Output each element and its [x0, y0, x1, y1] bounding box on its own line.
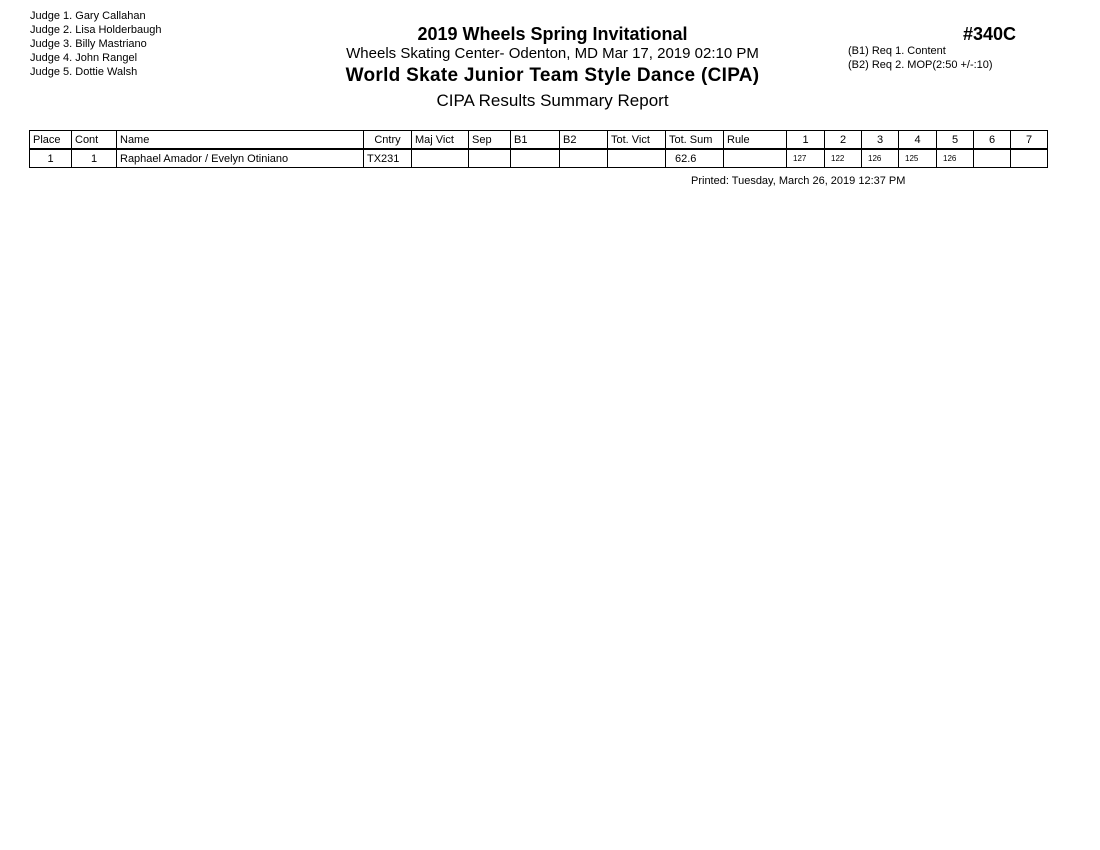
table-cell: 125: [899, 149, 937, 168]
table-cell: 126: [862, 149, 899, 168]
report-title: CIPA Results Summary Report: [436, 91, 669, 110]
column-header: Rule: [724, 131, 787, 150]
column-header: B2: [560, 131, 608, 150]
table-cell: [974, 149, 1011, 168]
judge-5: Judge 5. Dottie Walsh: [30, 66, 138, 78]
table-cell: [412, 149, 469, 168]
event-title: World Skate Junior Team Style Dance (CIPA): [345, 65, 760, 86]
table-cell: [608, 149, 666, 168]
column-header: 3: [862, 131, 899, 150]
column-header: 1: [787, 131, 825, 150]
table-cell: 1: [30, 149, 72, 168]
judge-2: Judge 2. Lisa Holderbaugh: [30, 24, 162, 36]
column-header: Sep: [469, 131, 511, 150]
header-row: [30, 131, 1048, 150]
event-number: #340C: [963, 24, 1017, 44]
venue-date: Wheels Skating Center- Odenton, MD Mar 17, 2019 02:10 PM: [346, 45, 759, 62]
column-header: Cont: [72, 131, 117, 150]
column-header: 2: [825, 131, 862, 150]
results-table: [29, 130, 1048, 168]
table-cell: [511, 149, 560, 168]
requirements: [848, 44, 993, 72]
table-cell: [560, 149, 608, 168]
table-cell: 127: [787, 149, 825, 168]
column-header: Name: [117, 131, 364, 150]
table-cell: [469, 149, 511, 168]
column-header: B1: [511, 131, 560, 150]
requirement-b2: (B2) Req 2. MOP(2:50 +/-:10): [848, 59, 993, 71]
column-header: 5: [937, 131, 974, 150]
column-header: Maj Vict: [412, 131, 469, 150]
column-header: Cntry: [364, 131, 412, 150]
column-header: Tot. Vict: [608, 131, 666, 150]
table-cell: 1: [72, 149, 117, 168]
requirement-b1: (B1) Req 1. Content: [848, 45, 946, 57]
table-cell: [1011, 149, 1048, 168]
column-header: Place: [30, 131, 72, 150]
table-cell: TX231: [364, 149, 412, 168]
column-header: 4: [899, 131, 937, 150]
printed-timestamp: Printed: Tuesday, March 26, 2019 12:37 PM: [691, 175, 906, 187]
table-cell: 126: [937, 149, 974, 168]
competition-title: 2019 Wheels Spring Invitational: [417, 24, 688, 44]
table-cell: [724, 149, 787, 168]
column-header: Tot. Sum: [666, 131, 724, 150]
judge-3: Judge 3. Billy Mastriano: [30, 38, 147, 50]
table-cell: 122: [825, 149, 862, 168]
judge-4: Judge 4. John Rangel: [30, 52, 138, 64]
column-header: 6: [974, 131, 1011, 150]
table-cell: 62.6: [666, 149, 724, 168]
column-header: 7: [1011, 131, 1048, 150]
table-cell: Raphael Amador / Evelyn Otiniano: [117, 149, 364, 168]
judge-1: Judge 1. Gary Callahan: [30, 10, 146, 22]
table-row: [30, 149, 1048, 168]
